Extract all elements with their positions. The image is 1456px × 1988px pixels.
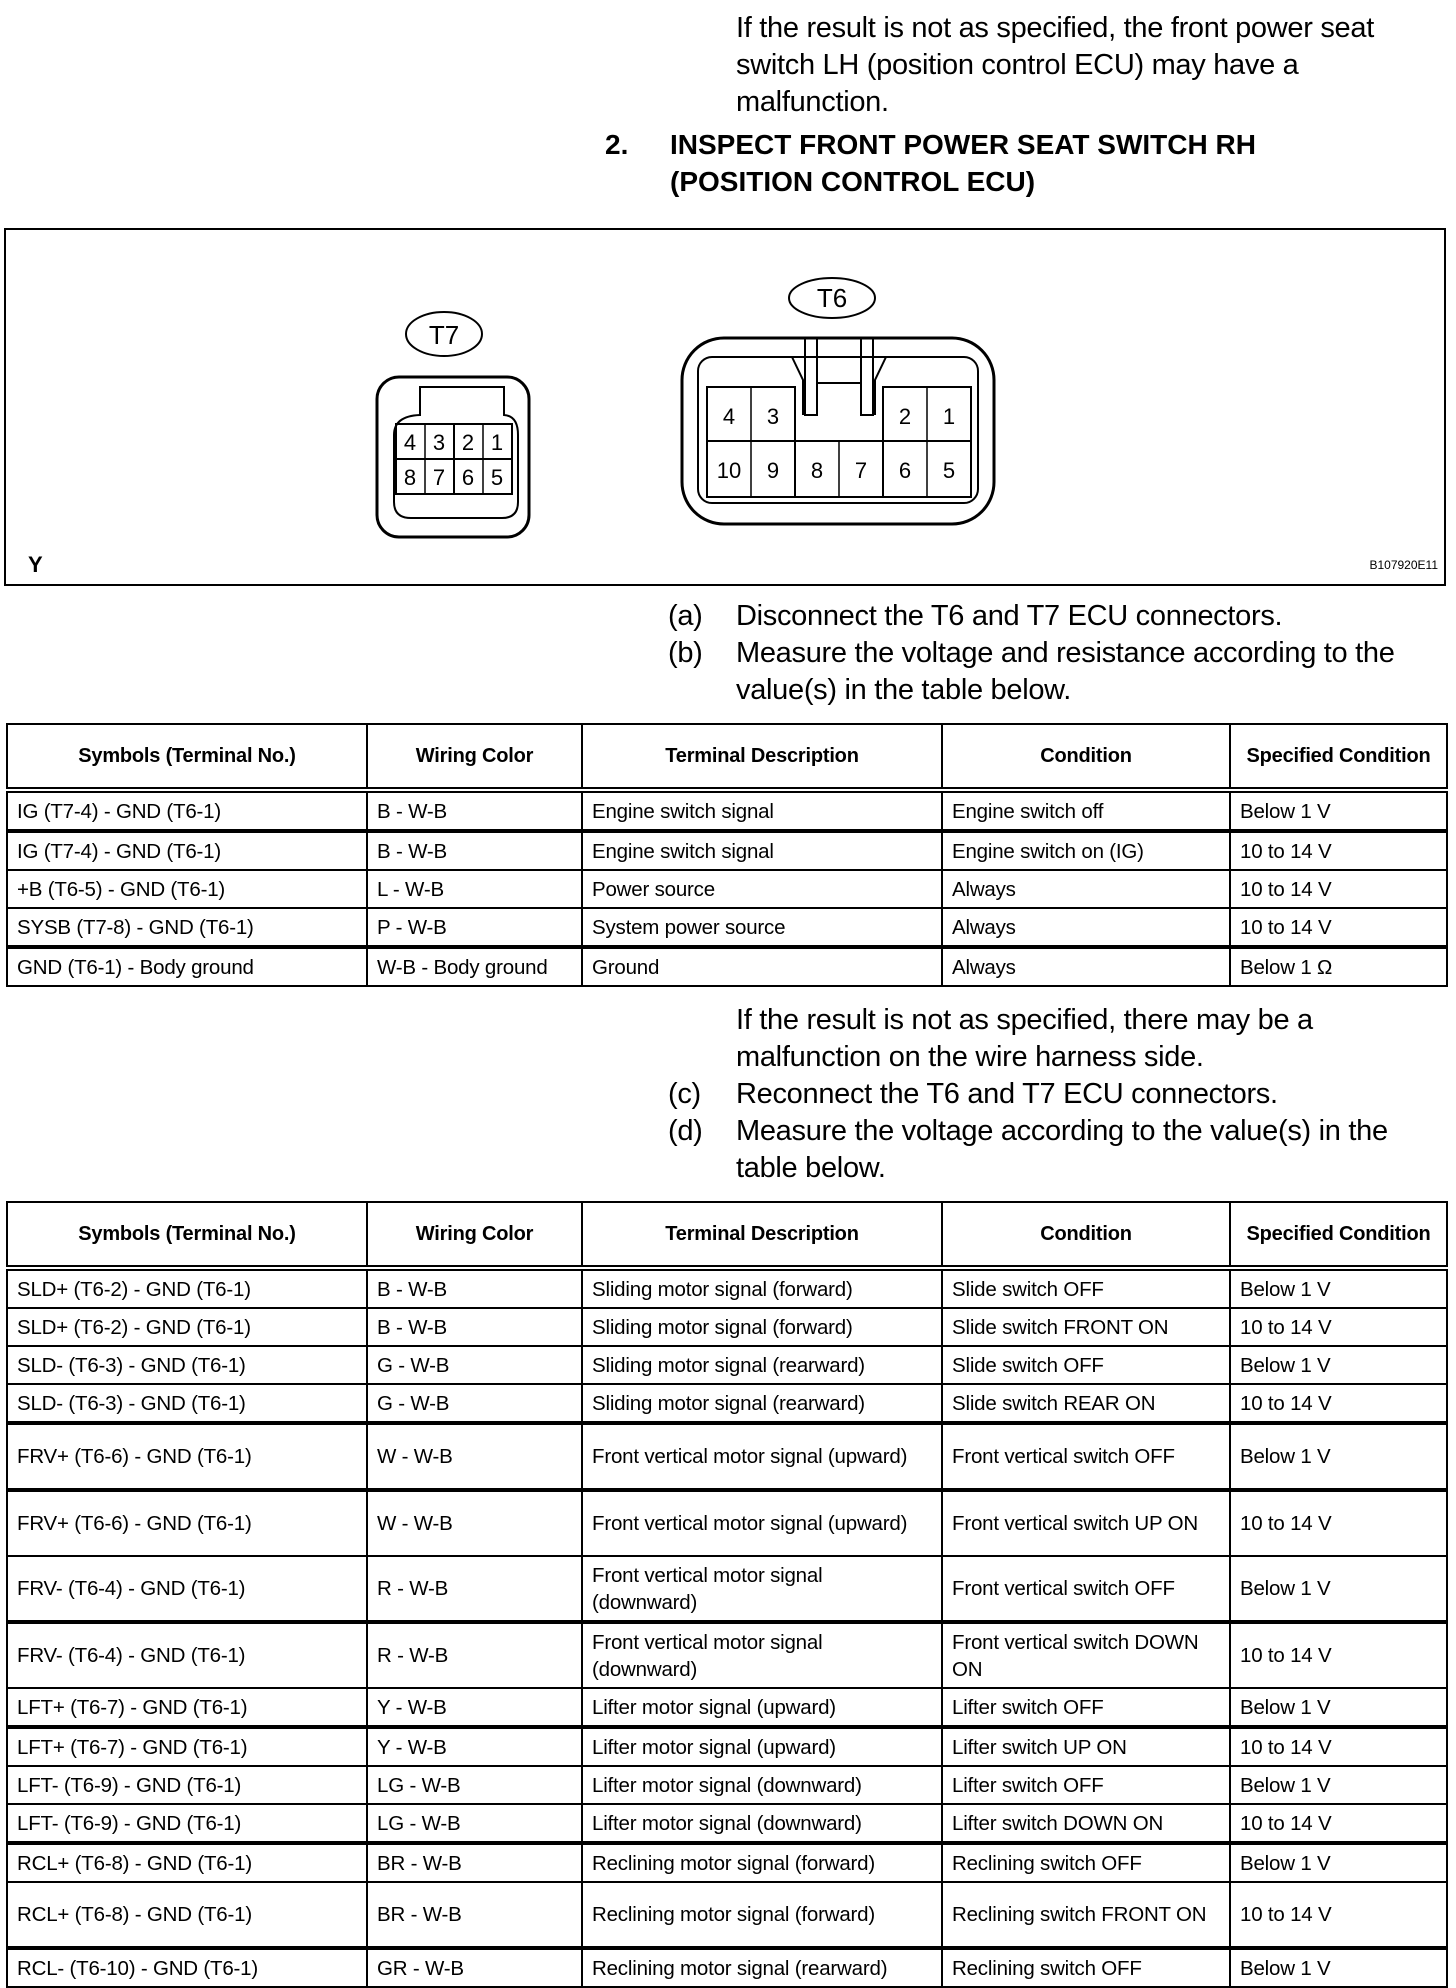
cell-description: Front vertical motor signal (upward) xyxy=(582,1423,942,1490)
svg-text:2: 2 xyxy=(461,430,475,455)
figure-id: B107920E11 xyxy=(1369,558,1438,572)
table-row xyxy=(7,1308,1447,1346)
cell-condition: Lifter switch UP ON xyxy=(942,1727,1230,1766)
cell-description: Ground xyxy=(582,947,942,986)
cell-wiring: BR - W-B xyxy=(367,1882,582,1948)
cell-condition: Slide switch FRONT ON xyxy=(942,1308,1230,1346)
cell-specified: 10 to 14 V xyxy=(1230,1384,1447,1423)
instruction-c xyxy=(668,1076,1448,1113)
cell-symbols: IG (T7-4) - GND (T6-1) xyxy=(7,831,367,870)
cell-symbols: SLD- (T6-3) - GND (T6-1) xyxy=(7,1384,367,1423)
svg-text:8: 8 xyxy=(403,465,417,490)
cell-condition: Always xyxy=(942,870,1230,908)
cell-specified: 10 to 14 V xyxy=(1230,1804,1447,1843)
cell-description: System power source xyxy=(582,908,942,947)
header-terminal-description: Terminal Description xyxy=(582,1202,942,1268)
cell-wiring: W - W-B xyxy=(367,1423,582,1490)
svg-text:6: 6 xyxy=(898,458,912,483)
cell-symbols: LFT+ (T6-7) - GND (T6-1) xyxy=(7,1727,367,1766)
instruction-label: (b) xyxy=(668,637,703,669)
cell-wiring: W - W-B xyxy=(367,1490,582,1556)
cell-description: Lifter motor signal (upward) xyxy=(582,1688,942,1727)
cell-specified: Below 1 V xyxy=(1230,1556,1447,1622)
cell-description: Lifter motor signal (downward) xyxy=(582,1804,942,1843)
svg-text:10: 10 xyxy=(716,458,742,483)
cell-wiring: G - W-B xyxy=(367,1346,582,1384)
cell-condition: Always xyxy=(942,947,1230,986)
header-symbols: Symbols (Terminal No.) xyxy=(7,1202,367,1268)
cell-specified: 10 to 14 V xyxy=(1230,1308,1447,1346)
cell-wiring: R - W-B xyxy=(367,1622,582,1688)
cell-description: Front vertical motor signal (downward) xyxy=(582,1622,942,1688)
cell-wiring: W-B - Body ground xyxy=(367,947,582,986)
cell-specified: Below 1 V xyxy=(1230,1423,1447,1490)
cell-symbols: GND (T6-1) - Body ground xyxy=(7,947,367,986)
figure-corner-label: Y xyxy=(28,552,43,577)
cell-specified: Below 1 V xyxy=(1230,1948,1447,1987)
cell-specified: 10 to 14 V xyxy=(1230,1882,1447,1948)
svg-text:4: 4 xyxy=(403,430,417,455)
cell-condition: Lifter switch OFF xyxy=(942,1766,1230,1804)
svg-text:9: 9 xyxy=(766,458,780,483)
cell-wiring: B - W-B xyxy=(367,1308,582,1346)
cell-condition: Front vertical switch OFF xyxy=(942,1556,1230,1622)
table-row xyxy=(7,1804,1447,1843)
cell-condition: Slide switch OFF xyxy=(942,1268,1230,1308)
table-row xyxy=(7,1268,1447,1308)
cell-condition: Front vertical switch DOWN ON xyxy=(942,1622,1230,1688)
table-row xyxy=(7,1490,1447,1556)
header-symbols: Symbols (Terminal No.) xyxy=(7,724,367,790)
cell-symbols: SLD+ (T6-2) - GND (T6-1) xyxy=(7,1308,367,1346)
cell-symbols: SLD- (T6-3) - GND (T6-1) xyxy=(7,1346,367,1384)
table-row xyxy=(7,1622,1447,1688)
cell-symbols: RCL+ (T6-8) - GND (T6-1) xyxy=(7,1843,367,1882)
cell-specified: 10 to 14 V xyxy=(1230,870,1447,908)
cell-specified: Below 1 V xyxy=(1230,790,1447,831)
header-wiring-color: Wiring Color xyxy=(367,1202,582,1268)
instruction-text: Measure the voltage and resistance according to the value(s) in the table below. xyxy=(736,637,1395,706)
cell-symbols: +B (T6-5) - GND (T6-1) xyxy=(7,870,367,908)
cell-specified: Below 1 V xyxy=(1230,1766,1447,1804)
cell-specified: 10 to 14 V xyxy=(1230,908,1447,947)
table-header-row xyxy=(7,724,1447,790)
cell-wiring: B - W-B xyxy=(367,790,582,831)
cell-condition: Slide switch REAR ON xyxy=(942,1384,1230,1423)
result-note-lh: If the result is not as specified, the front power seat switch LH (position control ECU) may have a malfunction. xyxy=(736,12,1374,118)
table-row xyxy=(7,908,1447,947)
table-row xyxy=(7,1384,1447,1423)
cell-symbols: LFT+ (T6-7) - GND (T6-1) xyxy=(7,1688,367,1727)
cell-description: Sliding motor signal (rearward) xyxy=(582,1346,942,1384)
table-row xyxy=(7,870,1447,908)
t7-connector xyxy=(377,312,529,537)
cell-symbols: IG (T7-4) - GND (T6-1) xyxy=(7,790,367,831)
svg-text:5: 5 xyxy=(490,465,504,490)
cell-condition: Always xyxy=(942,908,1230,947)
cell-condition: Lifter switch DOWN ON xyxy=(942,1804,1230,1843)
cell-symbols: FRV- (T6-4) - GND (T6-1) xyxy=(7,1556,367,1622)
cell-description: Lifter motor signal (downward) xyxy=(582,1766,942,1804)
cell-condition: Front vertical switch OFF xyxy=(942,1423,1230,1490)
instruction-text: Reconnect the T6 and T7 ECU connectors. xyxy=(736,1078,1278,1110)
header-wiring-color: Wiring Color xyxy=(367,724,582,790)
instruction-text: Measure the voltage according to the value(s) in the table below. xyxy=(736,1115,1388,1184)
svg-text:3: 3 xyxy=(766,404,780,429)
svg-text:2: 2 xyxy=(898,404,912,429)
step-number: 2. xyxy=(605,129,629,160)
cell-condition: Engine switch off xyxy=(942,790,1230,831)
cell-condition: Engine switch on (IG) xyxy=(942,831,1230,870)
table-row xyxy=(7,1688,1447,1727)
svg-text:6: 6 xyxy=(461,465,475,490)
cell-specified: 10 to 14 V xyxy=(1230,831,1447,870)
connector-diagram xyxy=(4,228,1446,586)
cell-condition: Lifter switch OFF xyxy=(942,1688,1230,1727)
header-condition: Condition xyxy=(942,1202,1230,1268)
cell-description: Reclining motor signal (forward) xyxy=(582,1843,942,1882)
table-row xyxy=(7,1423,1447,1490)
cell-wiring: Y - W-B xyxy=(367,1688,582,1727)
cell-description: Sliding motor signal (forward) xyxy=(582,1308,942,1346)
instruction-a xyxy=(668,598,1448,635)
cell-description: Power source xyxy=(582,870,942,908)
table-row xyxy=(7,1766,1447,1804)
cell-symbols: FRV+ (T6-6) - GND (T6-1) xyxy=(7,1423,367,1490)
step-title xyxy=(670,126,1410,200)
cell-wiring: R - W-B xyxy=(367,1556,582,1622)
svg-text:5: 5 xyxy=(942,458,956,483)
instruction-label: (c) xyxy=(668,1078,701,1110)
cell-wiring: LG - W-B xyxy=(367,1804,582,1843)
step-title-line1: INSPECT FRONT POWER SEAT SWITCH RH xyxy=(670,129,1256,160)
cell-symbols: RCL+ (T6-8) - GND (T6-1) xyxy=(7,1882,367,1948)
cell-condition: Slide switch OFF xyxy=(942,1346,1230,1384)
table-row xyxy=(7,1727,1447,1766)
cell-symbols: FRV- (T6-4) - GND (T6-1) xyxy=(7,1622,367,1688)
cell-condition: Reclining switch FRONT ON xyxy=(942,1882,1230,1948)
cell-symbols: LFT- (T6-9) - GND (T6-1) xyxy=(7,1766,367,1804)
header-specified-condition: Specified Condition xyxy=(1230,1202,1447,1268)
cell-wiring: B - W-B xyxy=(367,831,582,870)
cell-description: Front vertical motor signal (upward) xyxy=(582,1490,942,1556)
svg-text:7: 7 xyxy=(854,458,868,483)
cell-specified: 10 to 14 V xyxy=(1230,1622,1447,1688)
svg-text:4: 4 xyxy=(722,404,736,429)
cell-wiring: LG - W-B xyxy=(367,1766,582,1804)
cell-symbols: RCL- (T6-10) - GND (T6-1) xyxy=(7,1948,367,1987)
cell-condition: Reclining switch OFF xyxy=(942,1843,1230,1882)
table-row xyxy=(7,1948,1447,1987)
cell-symbols: SYSB (T7-8) - GND (T6-1) xyxy=(7,908,367,947)
cell-specified: 10 to 14 V xyxy=(1230,1490,1447,1556)
cell-specified: Below 1 V xyxy=(1230,1268,1447,1308)
t6-label: T6 xyxy=(816,283,848,313)
instruction-b xyxy=(668,635,1448,709)
cell-description: Engine switch signal xyxy=(582,790,942,831)
instruction-d xyxy=(668,1113,1448,1187)
svg-text:1: 1 xyxy=(942,404,956,429)
table-row xyxy=(7,1346,1447,1384)
cell-wiring: G - W-B xyxy=(367,1384,582,1423)
cell-wiring: L - W-B xyxy=(367,870,582,908)
table-header-row xyxy=(7,1202,1447,1268)
cell-symbols: LFT- (T6-9) - GND (T6-1) xyxy=(7,1804,367,1843)
cell-description: Engine switch signal xyxy=(582,831,942,870)
cell-wiring: B - W-B xyxy=(367,1268,582,1308)
cell-symbols: FRV+ (T6-6) - GND (T6-1) xyxy=(7,1490,367,1556)
cell-specified: 10 to 14 V xyxy=(1230,1727,1447,1766)
cell-condition: Front vertical switch UP ON xyxy=(942,1490,1230,1556)
result-note-harness: If the result is not as specified, there may be a malfunction on the wire harness side. xyxy=(736,1004,1313,1073)
table-row xyxy=(7,1556,1447,1622)
header-condition: Condition xyxy=(942,724,1230,790)
svg-text:7: 7 xyxy=(432,465,446,490)
cell-wiring: Y - W-B xyxy=(367,1727,582,1766)
table-row xyxy=(7,1843,1447,1882)
svg-text:3: 3 xyxy=(432,430,446,455)
cell-description: Sliding motor signal (forward) xyxy=(582,1268,942,1308)
svg-text:1: 1 xyxy=(490,430,504,455)
svg-text:8: 8 xyxy=(810,458,824,483)
table-row xyxy=(7,947,1447,986)
connector-drawing xyxy=(6,230,1448,588)
cell-description: Reclining motor signal (rearward) xyxy=(582,1948,942,1987)
cell-description: Reclining motor signal (forward) xyxy=(582,1882,942,1948)
t6-connector xyxy=(682,278,994,524)
cell-symbols: SLD+ (T6-2) - GND (T6-1) xyxy=(7,1268,367,1308)
cell-description: Lifter motor signal (upward) xyxy=(582,1727,942,1766)
header-specified-condition: Specified Condition xyxy=(1230,724,1447,790)
cell-wiring: BR - W-B xyxy=(367,1843,582,1882)
cell-specified: Below 1 Ω xyxy=(1230,947,1447,986)
cell-wiring: P - W-B xyxy=(367,908,582,947)
table-row xyxy=(7,1882,1447,1948)
header-terminal-description: Terminal Description xyxy=(582,724,942,790)
instruction-text: Disconnect the T6 and T7 ECU connectors. xyxy=(736,600,1283,632)
spec-table-disconnected xyxy=(6,723,1448,987)
cell-specified: Below 1 V xyxy=(1230,1346,1447,1384)
cell-description: Front vertical motor signal (downward) xyxy=(582,1556,942,1622)
table-row xyxy=(7,790,1447,831)
cell-specified: Below 1 V xyxy=(1230,1843,1447,1882)
spec-table-connected xyxy=(6,1201,1448,1988)
cell-description: Sliding motor signal (rearward) xyxy=(582,1384,942,1423)
step-title-line2: (POSITION CONTROL ECU) xyxy=(670,166,1036,197)
instruction-label: (d) xyxy=(668,1115,703,1147)
t7-label: T7 xyxy=(428,320,460,350)
cell-specified: Below 1 V xyxy=(1230,1688,1447,1727)
instruction-label: (a) xyxy=(668,600,703,632)
cell-wiring: GR - W-B xyxy=(367,1948,582,1987)
cell-condition: Reclining switch OFF xyxy=(942,1948,1230,1987)
table-row xyxy=(7,831,1447,870)
